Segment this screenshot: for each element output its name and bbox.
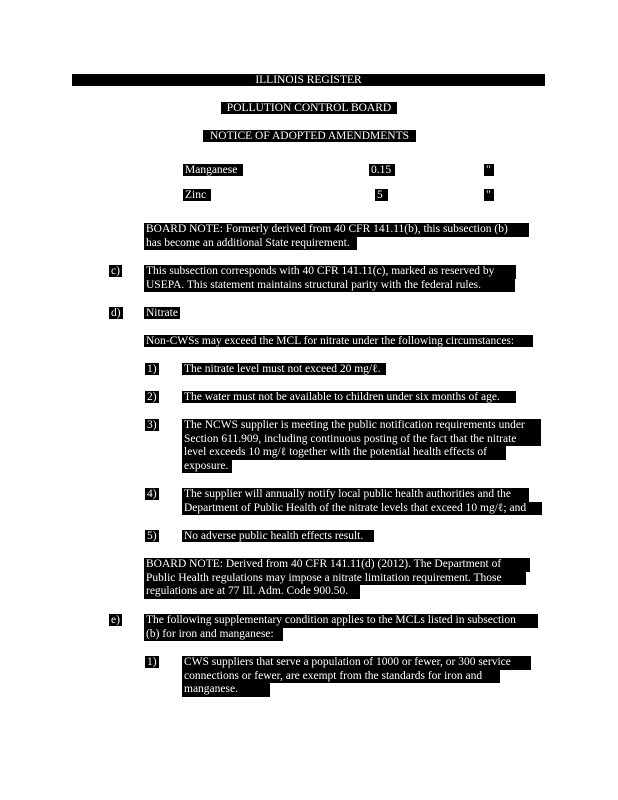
text-line: level exceeds 10 mg/ℓ together with the potential health effects of <box>182 446 506 460</box>
board-note-b <box>144 223 529 250</box>
register-header: ILLINOIS REGISTER <box>72 74 545 86</box>
text-line: BOARD NOTE: Derived from 40 CFR 141.11(d) (2012). The Department of <box>144 558 530 572</box>
board-note-d <box>144 558 530 599</box>
section-label: e) <box>111 614 120 626</box>
text-line: Section 611.909, including continuous posting of the fact that the nitrate <box>182 433 541 447</box>
table-row-value: 5 <box>375 189 388 201</box>
item-text <box>182 656 531 697</box>
text-line: This subsection corresponds with 40 CFR 141.11(c), marked as reserved by <box>144 265 516 279</box>
table-row-name: Manganese <box>183 164 243 176</box>
table-row-mark: " <box>484 164 494 176</box>
text-line: The NCWS supplier is meeting the public notification requirements under <box>182 419 541 433</box>
text-line: exposure. <box>182 460 232 474</box>
text-line: USEPA. This statement maintains structural parity with the federal rules. <box>144 279 515 293</box>
notice-header: NOTICE OF ADOPTED AMENDMENTS <box>203 130 416 142</box>
section-label: d) <box>111 307 121 319</box>
item-label: 4) <box>147 488 157 500</box>
text-line: BOARD NOTE: Formerly derived from 40 CFR 141.11(b), this subsection (b) <box>144 223 529 237</box>
table-row-mark: " <box>484 189 494 201</box>
text-line: Public Health regulations may impose a nitrate limitation requirement. Those <box>144 572 526 586</box>
text-line: connections or fewer, are exempt from the standards for iron and <box>182 670 500 684</box>
table-row-value: 0.15 <box>369 164 395 176</box>
text-line: regulations are at 77 Ill. Adm. Code 900.50. <box>144 585 360 599</box>
section-c-text <box>144 265 516 292</box>
board-header: POLLUTION CONTROL BOARD <box>221 102 397 114</box>
item-text: The nitrate level must not exceed 20 mg/ℓ. <box>182 363 386 375</box>
item-text: The water must not be available to children under six months of age. <box>182 391 516 403</box>
item-text: No adverse public health effects result. <box>182 530 374 542</box>
table-row-name: Zinc <box>183 189 211 201</box>
text-line: has become an additional State requirement. <box>144 237 357 251</box>
text-line: CWS suppliers that serve a population of 1000 or fewer, or 300 service <box>182 656 531 670</box>
section-label: c) <box>111 265 120 277</box>
item-text <box>182 488 542 515</box>
item-text <box>182 419 541 473</box>
section-title: Nitrate <box>144 307 180 319</box>
item-label: 1) <box>147 656 157 668</box>
section-intro: Non-CWSs may exceed the MCL for nitrate under the following circumstances: <box>144 335 533 347</box>
item-label: 2) <box>147 391 157 403</box>
section-e-text <box>144 614 538 641</box>
text-line: The following supplementary condition applies to the MCLs listed in subsection <box>144 614 538 628</box>
item-label: 3) <box>147 419 157 431</box>
item-label: 5) <box>147 530 157 542</box>
text-line: Department of Public Health of the nitrate levels that exceed 10 mg/ℓ; and <box>182 502 542 516</box>
text-line: manganese. <box>182 683 270 697</box>
item-label: 1) <box>147 363 157 375</box>
text-line: (b) for iron and manganese: <box>144 628 283 642</box>
text-line: The supplier will annually notify local public health authorities and the <box>182 488 529 502</box>
